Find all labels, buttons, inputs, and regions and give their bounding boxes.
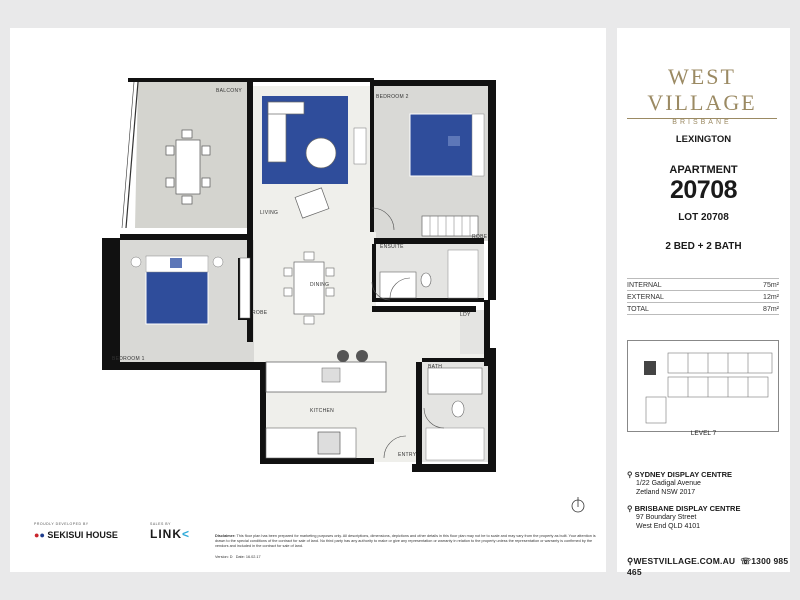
area-table [627, 278, 779, 315]
brisbane-centre: ⚲ BRISBANE DISPLAY CENTRE 97 Boundary Street West End QLD 4101 [627, 504, 741, 530]
developer-name: ●● SEKISUI HOUSE [34, 530, 118, 540]
apartment-label: APARTMENT [669, 164, 738, 176]
west-village-logo: WEST VILLAGE BRISBANE [627, 64, 777, 126]
label-ldy: LDY [460, 312, 471, 318]
sydney-centre: ⚲ SYDNEY DISPLAY CENTRE 1/22 Gadigal Avenue Zetland NSW 2017 [627, 470, 732, 496]
sales-block [150, 522, 190, 541]
bed-bath-config: 2 BED + 2 BATH [665, 241, 742, 252]
area-row: TOTAL 87m² [627, 302, 779, 315]
apartment-name: LEXINGTON [675, 134, 732, 145]
location-pin-icon: ⚲ [627, 556, 634, 566]
label-wir: ROBE [472, 234, 488, 240]
label-kitchen: KITCHEN [310, 408, 335, 414]
developer-caption: PROUDLY DEVELOPED BY [34, 522, 89, 526]
phone-number[interactable]: 1300 985 465 [627, 556, 789, 577]
info-panel [617, 28, 790, 577]
contact-footer [627, 556, 790, 577]
version-date: Version: D Date: 16.02.17 [215, 555, 261, 559]
label-entry: ENTRY [398, 452, 417, 458]
coffee-table [306, 138, 336, 168]
location-pin-icon: ⚲ [627, 470, 633, 479]
key-plan-highlight [644, 361, 656, 375]
label-bedroom2: BEDROOM 2 [376, 94, 409, 100]
area-row: INTERNAL 75m² [627, 278, 779, 290]
label-balcony: BALCONY [216, 88, 242, 94]
location-pin-icon: ⚲ [627, 504, 633, 513]
level-label: LEVEL 7 [690, 430, 717, 437]
label-dining: DINING [310, 282, 330, 288]
key-plan [627, 340, 779, 432]
dining-table [294, 262, 324, 314]
floor-plan-sheet [10, 28, 606, 572]
floor-plan [10, 28, 606, 572]
sales-caption: SALES BY [150, 522, 171, 526]
disclaimer: Disclaimer: This floor plan has been prepared for marketing purposes only. All descriptions, dimensions, depictions and other details in this floor plan may not be to scale and may vary from the property as built. Your attention is drawn to the special conditions of the contract for sale of land. No third party has any authority to make or give any representation or warranty in relation to the property unless the representation or warranty is confirmed by the vendors and included in the contract for sale of land. [215, 534, 596, 548]
apartment-number: 20708 [669, 176, 738, 204]
developer-block [34, 522, 118, 540]
website-link[interactable]: WESTVILLAGE.COM.AU [633, 556, 736, 566]
label-robe: ROBE [252, 310, 268, 316]
cooktop [318, 432, 340, 454]
label-ensuite: ENSUITE [380, 244, 404, 250]
link-logo-icon: < [182, 527, 191, 541]
north-arrow-icon [570, 496, 586, 514]
area-row: EXTERNAL 12m² [627, 290, 779, 302]
phone-icon: ☏ [740, 556, 752, 566]
sales-name: LINK< [150, 527, 191, 541]
label-living: LIVING [260, 210, 279, 216]
sekisui-logo-icon: ● [34, 530, 40, 540]
lot-number: LOT 20708 [678, 212, 729, 223]
bedroom2-bed [410, 114, 474, 176]
label-bedroom1: BEDROOM 1 [112, 356, 145, 362]
label-bath: BATH [428, 364, 443, 370]
key-plan-drawing [628, 341, 778, 431]
